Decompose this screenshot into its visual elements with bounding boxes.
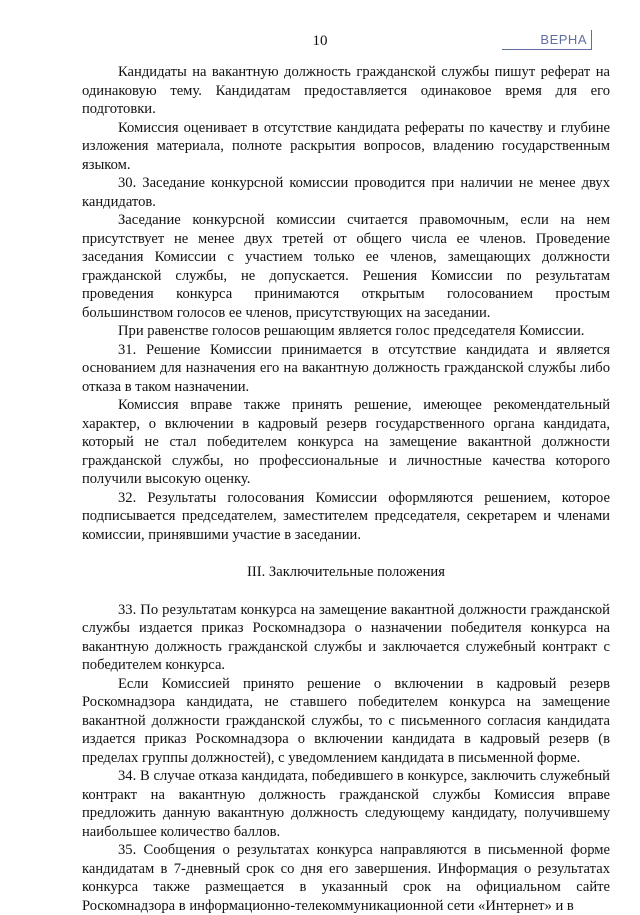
paragraph: При равенстве голосов решающим является голос председателя Комиссии. <box>118 323 585 339</box>
paragraph: Комиссия вправе также принять решение, имеющее рекомендательный характер, о включении в кадровый резерв государственного органа кандидата, который не стал победителем конкурса на замещение вакантной должности гражданской службы, но профессиональные и личностные качества которого получили высокую оценку. <box>82 397 610 487</box>
certification-stamp: ВЕРНА <box>502 30 592 50</box>
paragraph: Если Комиссией принято решение о включении в кадровый резерв Роскомнадзора кандидата, не ставшего победителем конкурса на замещение вакантной должности гражданской службы, то с письменного согласия кандидата издается приказ Роскомнадзора о включении кандидата в кадровый резерв (в пределах группы должностей), с уведомлением кандидата в письменной форме. <box>82 675 610 766</box>
paragraph: Кандидаты на вакантную должность гражданской службы пишут реферат на одинаковую тему. Кандидатам предоставляется одинаковое время для его подготовки. <box>82 64 610 117</box>
document-body <box>82 63 610 915</box>
paragraph: 35. Сообщения о результатах конкурса направляются в письменной форме кандидатам в 7-дневный срок со дня его завершения. Информация о результатах конкурса также размещается в указанный срок на официальном сайте Роскомнадзора в информационно-телекоммуникационной сети «Интернет» и в <box>82 842 610 914</box>
paragraph: 33. По результатам конкурса на замещение вакантной должности гражданской службы издается приказ Роскомнадзора о назначении победителя конкурса на вакантную должность гражданской службы и заключается служебный контракт с победителем конкурса. <box>82 601 610 673</box>
paragraph: 32. Результаты голосования Комиссии оформляются решением, которое подписывается председателем, заместителем председателя, секретарем и членами комиссии, принявшими участие в заседании. <box>82 489 610 543</box>
paragraph: Комиссия оценивает в отсутствие кандидата рефераты по качеству и глубине изложения материала, полноте раскрытия вопросов, владению государственным языком. <box>82 119 610 173</box>
paragraph: Заседание конкурсной комиссии считается правомочным, если на нем присутствует не менее двух третей от общего числа ее членов. Проведение заседания Комиссии с участием только ее членов, замещающих должности гражданской службы, не допускается. Решения Комиссии по результатам проведения конкурса принимаются открытым голосованием простым большинством голосов ее членов, присутствующих на заседании. <box>82 212 610 321</box>
paragraph: 34. В случае отказа кандидата, победившего в конкурсе, заключить служебный контракт на вакантную должность гражданской службы Комиссия вправе предложить данную вакантную должность следующему кандидату, получившему наибольшее количество баллов. <box>82 768 610 840</box>
paragraph: 31. Решение Комиссии принимается в отсутствие кандидата и является основанием для назначения его на вакантную должность гражданской службы либо отказа в таком назначении. <box>82 341 610 395</box>
section-title: III. Заключительные положения <box>247 564 445 580</box>
page-number: 10 <box>312 33 328 49</box>
paragraph: 30. Заседание конкурсной комиссии проводится при наличии не менее двух кандидатов. <box>82 175 610 210</box>
